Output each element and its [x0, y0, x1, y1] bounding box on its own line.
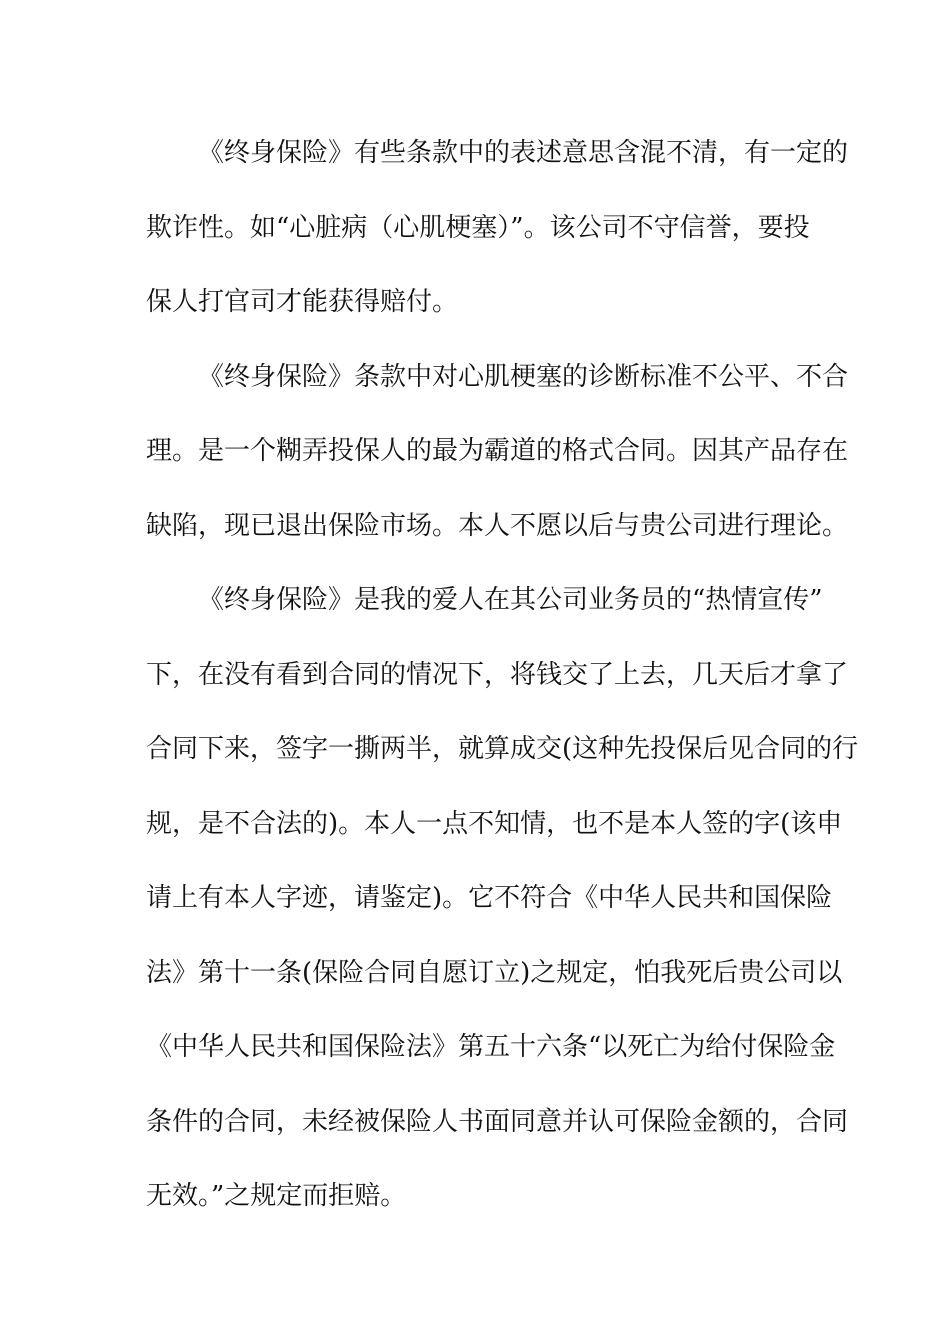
- paragraph-3-line-7: 《中华人民共和国保险法》第五十六条“以死亡为给付保险金: [146, 1032, 836, 1062]
- paragraph-3-line-5: 请上有本人字迹，请鉴定)。它不符合《中华人民共和国保险: [146, 883, 833, 913]
- paragraph-2-line-3: 缺陷，现已退出保险市场。本人不愿以后与贵公司进行理论。: [146, 510, 849, 541]
- paragraph-3-line-3: 合同下来，签字一撕两半，就算成交(这种先投保后见合同的行: [146, 734, 859, 764]
- paragraph-1-line-2: 欺诈性。如“心脏病（心肌梗塞）”。该公司不守信誉，要投: [146, 212, 810, 243]
- paragraph-3-line-6: 法》第十一条(保险合同自愿订立)之规定，怕我死后贵公司以: [146, 957, 843, 988]
- paragraph-3-line-9: 无效。”之规定而拒赔。: [146, 1181, 407, 1211]
- paragraph-1-line-1: 《终身保险》有些条款中的表述意思含混不清，有一定的: [198, 138, 849, 168]
- paragraph-3-line-1: 《终身保险》是我的爱人在其公司业务员的“热情宣传”: [198, 585, 823, 615]
- paragraph-1-line-3: 保人打官司才能获得赔付。: [146, 287, 459, 317]
- document-body: [146, 122, 859, 1240]
- paragraph-3-line-8: 条件的合同，未经被保险人书面同意并认可保险金额的，合同: [146, 1106, 849, 1137]
- paragraph-3-line-2: 下，在没有看到合同的情况下，将钱交了上去，几天后才拿了: [146, 659, 849, 690]
- paragraph-3-line-4: 规，是不合法的)。本人一点不知情，也不是本人签的字(该申: [146, 808, 843, 839]
- paragraph-2-line-1: 《终身保险》条款中对心肌梗塞的诊断标准不公平、不合: [198, 361, 849, 392]
- paragraph-2-line-2: 理。是一个糊弄投保人的最为霸道的格式合同。因其产品存在: [146, 436, 849, 466]
